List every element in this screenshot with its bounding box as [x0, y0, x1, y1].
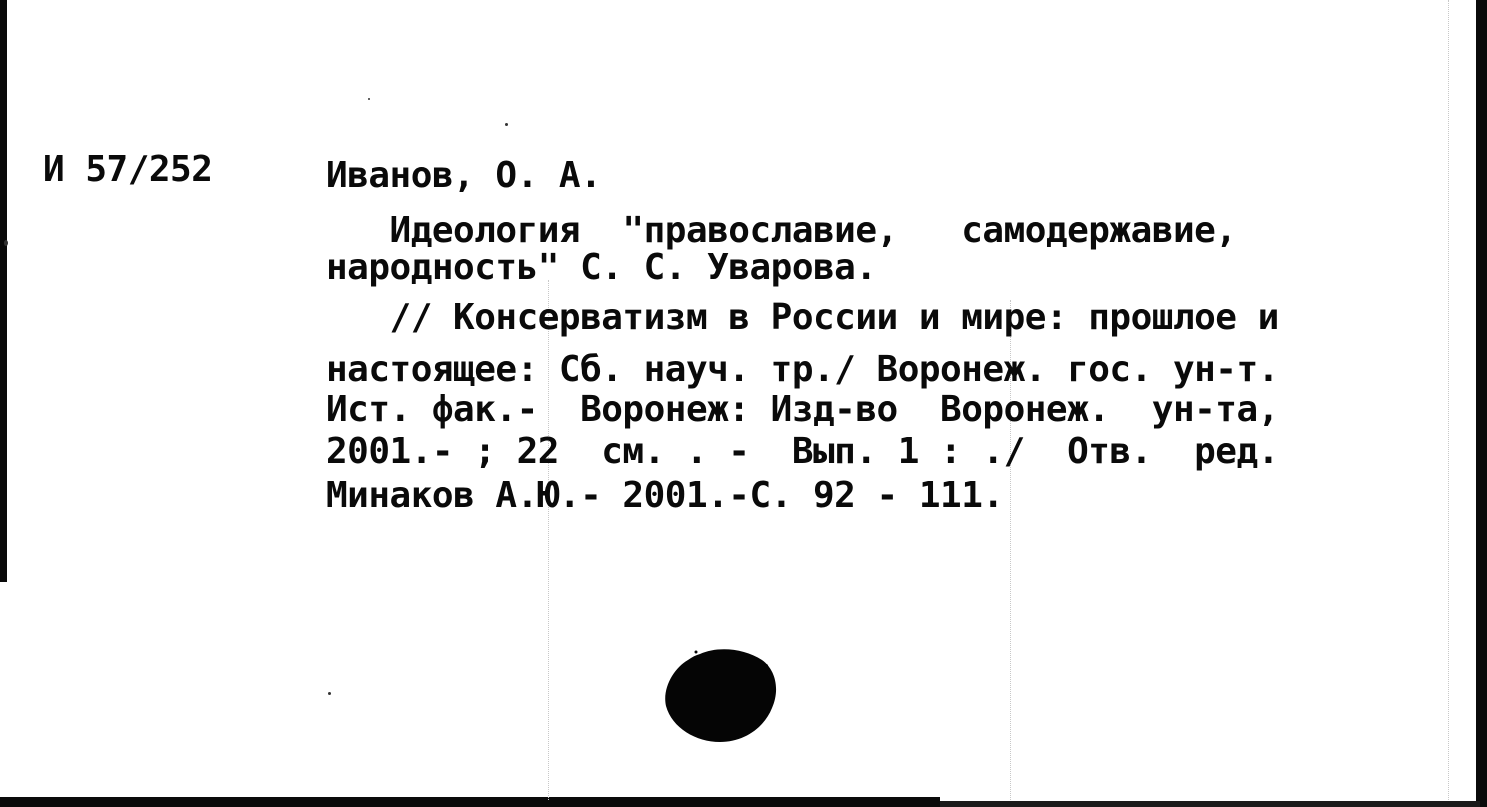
scan-speck: [505, 123, 508, 126]
source-line-1: // Консерватизм в России и мире: прошлое и: [326, 297, 1279, 338]
author-line: Иванов, О. А.: [326, 155, 602, 196]
card-right-edge: [1476, 0, 1487, 807]
card-bottom-edge: [0, 797, 940, 807]
card-left-edge: [0, 0, 7, 582]
scan-speck: [328, 692, 331, 695]
title-line-2: народность" С. С. Уварова.: [326, 247, 877, 288]
source-line-3: Ист. фак.- Воронеж: Изд-во Воронеж. ун-та,: [326, 389, 1279, 430]
shelfmark: И 57/252: [43, 149, 213, 190]
source-line-4: 2001.- ; 22 см. . - Вып. 1 : ./ Отв. ред.: [326, 431, 1279, 472]
scan-speck: [4, 240, 8, 246]
punch-hole-mark: [662, 646, 780, 744]
card-bottom-edge-thin: [940, 801, 1480, 807]
scan-speck: [368, 98, 370, 100]
title-line-1: Идеология "православие, самодержавие,: [326, 210, 1237, 251]
source-line-5: Минаков А.Ю.- 2001.-С. 92 - 111.: [326, 475, 1004, 516]
source-line-2: настоящее: Сб. науч. тр./ Воронеж. гос. ун-т.: [326, 349, 1279, 390]
